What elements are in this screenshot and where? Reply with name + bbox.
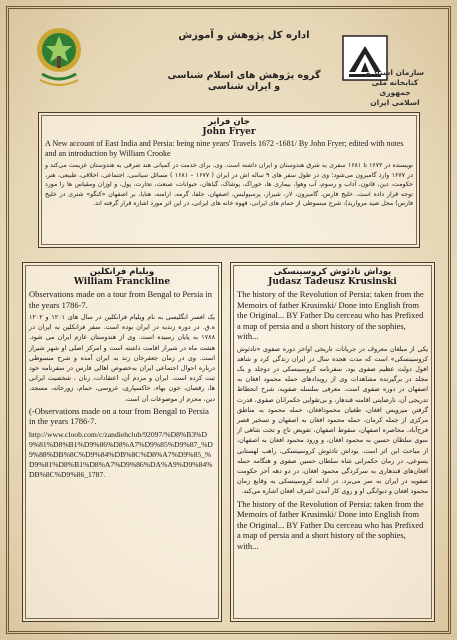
entry-john-fryer [38, 112, 420, 248]
entry-title-en: John Fryer [202, 127, 256, 137]
entry-title-fa: ویلیام فرانکلین [89, 267, 155, 277]
entry-title-fa: جان فرایر [208, 117, 250, 127]
entry-title-en: Judasz Tadeusz Krusinski [268, 277, 397, 287]
entry-text-en: A New account of East India and Persia: being nine years' Travels 1672 -1681/ By John Fryer; edited with notes and an introduction by William Crooke [45, 139, 404, 158]
entry-judasz-krusinski [230, 262, 435, 622]
entry-text-fa: یکی از مبلغان معروف در جریانات تاریخی اواخر دوره صفوی «تادئوش کروسینسکی» است که مدت هجده سال در ایران زندگی کرد و شاهد افول دولت عظیم صفوی بود. سفرنامه کروسینسکی در دوجلد و یک مجلد در برگیرنده مشاهدات وی از رویدادهای حمله محمود افغان به اصفهان در دوره صفوی است. معرفی سلسله صفویه، شرح انحطاط تدریجی آن، نارضایتی اقامنه قندهار، و بی‌تقوایی حکمرانان صفوی، قدرت گرفتن میرویس افغان، طغیان محمودافغان، حمله محمود به مناطق مرکزی از جمله کرمان، حمله محمود افغان به اصفهان و تسخیر قصر فرح‌آباد، محاصره اصفهان، سقوط اصفهان، تفویض تاج و تخت شاهی از سوی سلطان حسین به محمود افغان، و ورود محمود افغان به اصفهان، از مباحث این اثر است. یوداش تادئوش کروسینسکی، راهب لهستانی یسوعی، در زمان حکمرانی شاه سلطان حسین صفوی و هنگامه حمله افغان‌های قندهاری به سرکردگی محمود افغان، در دو دهه آخر حکومت صفویه در ایران به سر می‌برد. در ادامه کروسینسکی به وقایع زمان محمود افغان و دیوانگی او و روی کار آمدن اشرف افغان اشاره می‌کند. [237, 344, 428, 496]
entry-william-franckline [22, 262, 222, 622]
entry-text-en-2: (-Observations made on a tour from Bengal to Persia in the years 1786-7. [29, 405, 209, 427]
entry-title-fa: یوداش تادئوش کروسینسکی [273, 267, 392, 277]
entry-text-en: The history of the Revolution of Persia: taken from the Memoirs of father Krusinski/ Done into English from the Original... BY Father Du cerceau who has Prefixed a map of persia and a short history of the sophies, with... [237, 289, 424, 341]
entry-text-en-2: The history of the Revolution of Persia: taken from the Memoirs of father Krusinski/ Done into English from the Original... BY Father Du cerceau who has Prefixed a map of persia and a short history of the sophies, with... [237, 498, 424, 551]
source-link[interactable]: http://www.cloob.com/c/zandiehclub/92097/%D8%B3%D9%81%D8%B1%D9%86%D8%A7%D9%85%D9%87_%D9%88%DB%8C%D9%84%DB%8C%D8%A7%D9%85_%D9%81%D8%B1%D8%A7%D9%86%DA%A9%D9%84%DB%8C%D9%86_1787. [29, 429, 213, 479]
header-title-line2: گروه پژوهش های اسلام شناسی و ایران شناسی [167, 70, 321, 92]
tree-emblem-icon [32, 26, 86, 88]
page-header [14, 12, 443, 112]
header-title-line1: اداره کل پژوهش و آموزش [178, 30, 310, 41]
entry-text-fa: نویسنده در ۱۶۷۲ تا ۱۶۸۱ سفری به شرق هندوستان و ایران داشته است. وی، برای خدمت در کمپانی هند شرقی به هندوستان عزیمت می‌کند و در ۱۶۷۷ وارد گامبرون می‌شود؛ وی در طول سفر های ۹ ساله اش در ایران ( ۱۶۷۷ – ۱۶۸۱ ) مسائل سیاسی، اجتماعی، اخلاقی، طبیعی، هنر، حکومت، دین، قانون، آداب و رسوم، آب وهوا، بیماری ها، خوراک، پوشاک، گیاهان، حیوانات، صنعت، تجارت، پول، و اوزان ومقیاس ها را مورد توجه قرار داده است. خلیج فارس، گامبرون، لار، شیراز، پرسپولیس، اصفهان، جلفا، گرمه، ارامنه، هنایا، بر اصفهان «کنگو» شتری در خلیج فارس) مجل صید مروارید)، شرح مبسوطی از حمام های ایرانی، قهوه خانه های ایرانی، در این اثر مورد اشاره قرار گرفته اند. [45, 162, 413, 208]
organization-name: سازمان اسناد و کتابخانه ملی جمهوری اسلامی ایران [366, 68, 424, 107]
entry-text-fa: یک افسر انگلیسی به نام ویلیام فرانکلین در سال های ۱۲۰۱ و ۱۲۰۲ ه.ق. در دوره زندیه در ایران بوده است. سفر فرانکلین به ایران در ۱۷۸۸ به پایان رسیده است. وی از هندوستان عازم ایران می شود. هشت ماه در شیراز اقامت داشته است و امرکز اصلی او شهر شیراز است. وی در زمان جعفرخان زند به ایران آمده و شرح مبسوطی درباره احوال اجتماعی ایران به‌خصوص اهالی فارس در سفرنامه خود ثبت کرده است. ایران و مردم آن، اعتقادات، زنان ، شخصیت ایرانی ها، رقصان، خون بهاء، خاکسپاری، عروسی، حمام، زورخانه، مسجد، دین، محرم از موضوعات آن است. [29, 313, 215, 403]
entry-title-en: William Franckline [73, 277, 171, 287]
entry-text-en: Observations made on a tour from Bengal to Persia in the years 1786-7. [29, 289, 212, 310]
